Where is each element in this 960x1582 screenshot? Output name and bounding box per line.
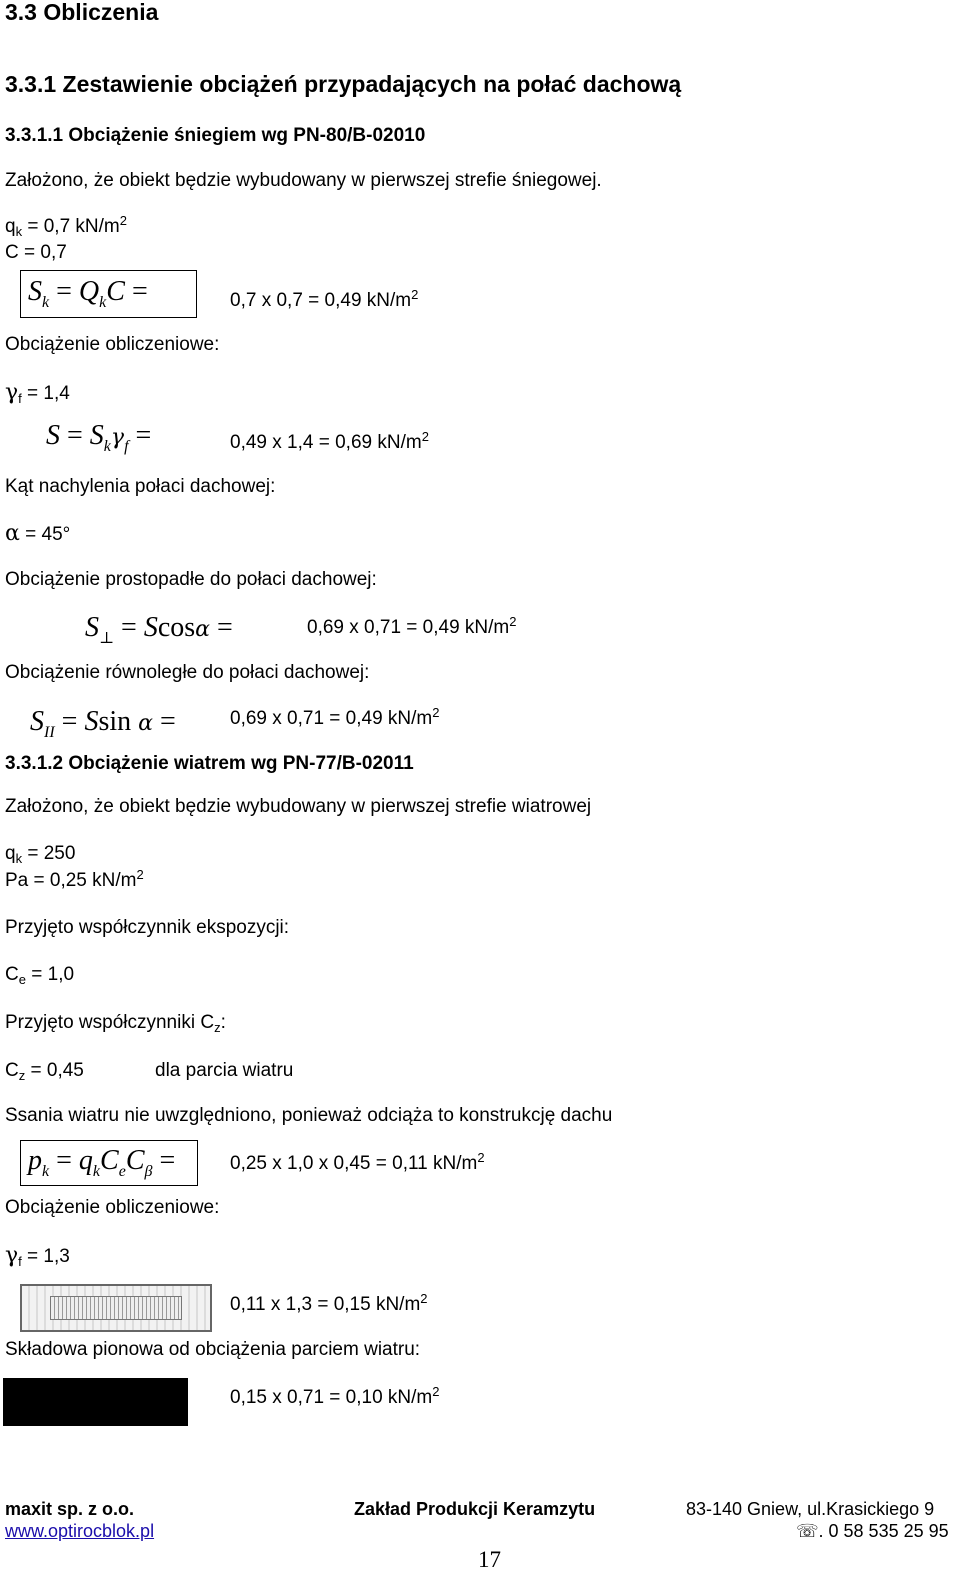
p-calc: 0,11 x 1,3 = 0,15 $kN/m^2$ xyxy=(230,1291,428,1315)
wind-gamma-line: $\gamma_f = 1,3$ xyxy=(5,1243,70,1269)
pk-calc: 0,25 x 1,0 x 0,45 = 0,11 $kN/m^2$ xyxy=(230,1150,485,1174)
gamma-symbol: γ xyxy=(5,380,19,405)
footer-website-link[interactable]: www.optirocblok.pl xyxy=(5,1521,155,1541)
snow-intro: Założono, że obiekt będzie wybudowany w pierwszej strefie śniegowej. xyxy=(5,170,602,191)
footer-phone: ☏. 0 58 535 25 95 xyxy=(796,1521,949,1541)
angle-label: Kąt nachylenia połaci dachowej: xyxy=(5,476,276,497)
wind-design-label: Obciążenie obliczeniowe: xyxy=(5,1197,220,1218)
pk-formula: $p_k = q_kC_eC_\beta$ = xyxy=(28,1145,176,1180)
subsection-heading: 3.3.1 Zestawienie obciążeń przypadających na połać dachową xyxy=(5,71,682,97)
cz-intro: Przyjęto współczynniki $C_z$: xyxy=(5,1012,226,1035)
ce-line: $C_e = 1,0$ xyxy=(5,964,75,987)
alpha-symbol: α xyxy=(5,521,20,546)
alpha-line: α = 45° xyxy=(5,521,71,546)
redacted-formula-image xyxy=(3,1378,188,1426)
s-calc: 0,49 x 1,4 = 0,69 $kN/m^2$ xyxy=(230,429,429,453)
footer-company: maxit sp. z o.o. xyxy=(5,1499,135,1519)
sk-formula: $S_k = Q_kC$ = xyxy=(28,276,148,311)
wind-qk-line: $q_k = 250$ xyxy=(5,843,76,866)
parallel-calc: 0,69 x 0,71 = 0,49 $kN/m^2$ xyxy=(230,705,440,729)
perp-label: Obciążenie prostopadłe do połaci dachowej: xyxy=(5,569,377,590)
footer-plant: Zakład Produkcji Keramzytu xyxy=(354,1499,596,1519)
suction-note: Ssania wiatru nie uwzględniono, ponieważ odciąża to konstrukcję dachu xyxy=(5,1105,613,1126)
wind-pa-line: Pa = 0,25 $kN/m^2$ xyxy=(5,867,144,891)
phone-icon: ☏ xyxy=(796,1521,819,1541)
perp-calc: 0,69 x 0,71 = 0,49 $kN/m^2$ xyxy=(307,614,517,638)
gamma-symbol: γ xyxy=(5,1243,19,1268)
parallel-label: Obciążenie równoległe do połaci dachowej: xyxy=(5,662,370,683)
v-calc: 0,15 x 0,71 = 0,10 $kN/m^2$ xyxy=(230,1384,440,1408)
formula-image xyxy=(20,1284,212,1332)
footer-address: 83-140 Gniew, ul.Krasickiego 9 xyxy=(686,1499,935,1519)
snow-design-label: Obciążenie obliczeniowe: xyxy=(5,334,220,355)
exposure-label: Przyjęto współczynnik ekspozycji: xyxy=(5,917,290,938)
snow-qk-line: $q_k = 0,7$ $kN/m^2$ xyxy=(5,213,127,239)
sk-calc: 0,7 x 0,7 = 0,49 $kN/m^2$ xyxy=(230,287,419,311)
section-heading: 3.3 Obliczenia xyxy=(5,0,159,25)
vertical-label: Składowa pionowa od obciążenia parciem wiatru: xyxy=(5,1339,421,1360)
cz-line: $C_z = 0,45$ xyxy=(5,1060,84,1083)
wind-intro: Założono, że obiekt będzie wybudowany w pierwszej strefie wiatrowej xyxy=(5,796,592,817)
cz-note: dla parcia wiatru xyxy=(155,1060,294,1081)
snow-heading: 3.3.1.1 Obciążenie śniegiem wg PN-80/B-02010 xyxy=(5,125,426,146)
snow-c-line: C = 0,7 xyxy=(5,242,67,263)
page-number: 17 xyxy=(478,1547,501,1572)
wind-heading: 3.3.1.2 Obciążenie wiatrem wg PN-77/B-02011 xyxy=(5,753,414,774)
perp-formula: $S_\perp = Scos\alpha$ = xyxy=(85,612,233,647)
s-formula: $S = S_k\gamma_f$ = xyxy=(46,420,152,455)
snow-gamma-line: $\gamma_f = 1,4$ xyxy=(5,380,70,406)
parallel-formula: $S_{II} = Ssin$ α = xyxy=(30,706,176,741)
